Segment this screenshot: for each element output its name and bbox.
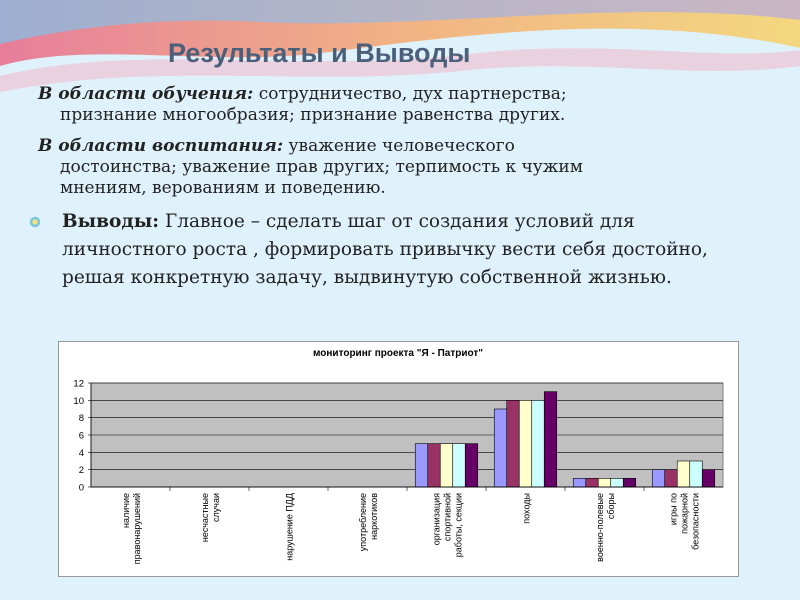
x-category-label: сборы — [606, 493, 616, 520]
learning-text-line1: сотрудничество, дух партнерства; — [253, 84, 567, 104]
y-tick-label: 4 — [78, 447, 84, 459]
y-tick-label: 0 — [78, 482, 84, 494]
bar — [598, 478, 611, 487]
x-category-label: работы, секции — [453, 493, 464, 558]
x-category-label: спортивной — [442, 493, 453, 542]
bar — [494, 409, 507, 487]
x-category-label: правонарушений — [132, 493, 142, 565]
upbringing-text-line2: достоинства; уважение прав других; терпимость к чужим — [60, 157, 583, 177]
x-category-label: наркотиков — [369, 493, 379, 540]
x-category-label: безопасности — [690, 493, 701, 550]
monitoring-chart — [58, 341, 739, 577]
x-category-label: несчастные — [200, 493, 210, 543]
conclusions-paragraph — [62, 208, 752, 292]
bar — [415, 444, 428, 487]
x-category-label: игры по — [668, 493, 679, 526]
bar — [623, 478, 636, 487]
learning-label: В области обучения: — [38, 84, 254, 104]
x-category-label: нарушение ПДД — [284, 493, 295, 561]
y-tick-label: 2 — [78, 465, 84, 477]
y-tick-label: 8 — [78, 413, 84, 425]
bar — [544, 392, 557, 487]
chart-svg — [58, 341, 739, 577]
upbringing-text-line3: мнениям, верованиям и поведению. — [60, 178, 386, 198]
x-category-label: организация — [431, 493, 442, 546]
chart-title: мониторинг проекта "Я - Патриот" — [313, 348, 483, 359]
learning-text-line2: признание многообразия; признание равенства других. — [60, 105, 566, 125]
upbringing-text-line1: уважение человеческого — [283, 136, 515, 156]
bar — [465, 444, 478, 487]
bar — [532, 400, 545, 487]
x-category-label: пожарной — [679, 493, 690, 534]
bar — [453, 444, 466, 487]
y-tick-label: 10 — [73, 395, 84, 407]
bar — [507, 400, 520, 487]
bar — [440, 444, 453, 487]
bar — [573, 478, 586, 487]
conclusions-text: Главное – сделать шаг от создания условий для личностного роста , формировать привычку вести себя достойно, решая конкретную задачу, выдвинутую собственной жизнью. — [62, 211, 708, 288]
y-tick-label: 6 — [78, 430, 84, 442]
x-category-label: наличие — [121, 493, 131, 528]
learning-paragraph — [38, 84, 758, 126]
y-tick-label: 12 — [73, 378, 84, 390]
x-category-label: случаи — [211, 493, 221, 522]
bar — [690, 461, 703, 487]
x-category-label: употребление — [358, 493, 368, 552]
bar — [702, 470, 715, 487]
bar — [428, 444, 441, 487]
bar — [677, 461, 690, 487]
upbringing-paragraph — [38, 136, 758, 199]
bar — [665, 470, 678, 487]
conclusions-label: Выводы: — [62, 211, 160, 232]
bar — [652, 470, 665, 487]
bar — [519, 400, 532, 487]
x-category-label: военно-полевые — [595, 493, 605, 562]
upbringing-label: В области воспитания: — [38, 136, 284, 156]
bullet-icon — [28, 215, 42, 229]
bar — [611, 478, 624, 487]
bar — [586, 478, 599, 487]
page-title: Результаты и Выводы — [168, 38, 471, 68]
x-category-label: походы — [521, 493, 532, 524]
